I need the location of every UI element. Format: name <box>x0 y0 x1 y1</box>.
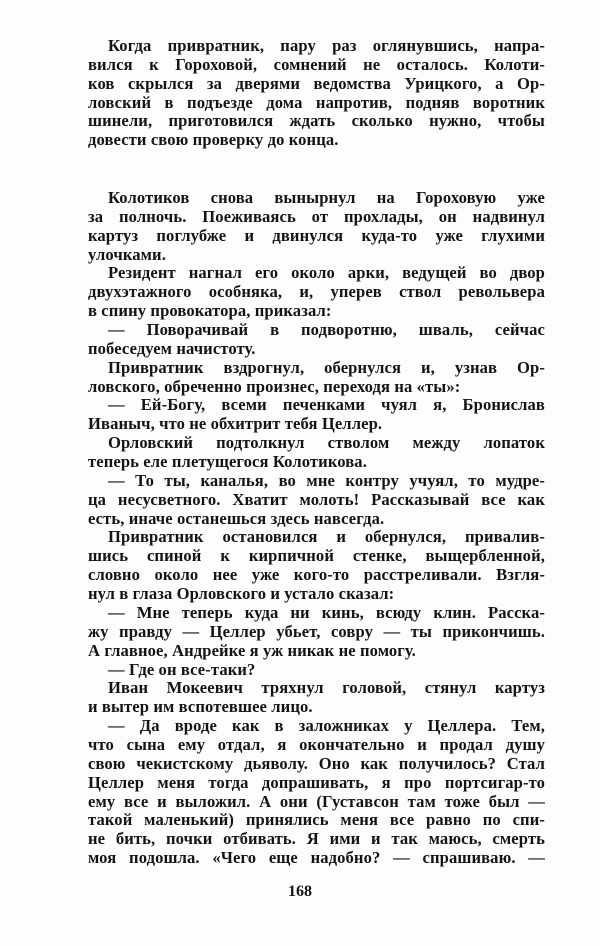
text-line: нул в глаза Орловского и устало сказал: <box>88 584 395 604</box>
text-line: двухэтажного особняка, и, уперев ствол револьвера <box>88 282 545 302</box>
text-line: побеседуем начистоту. <box>88 338 256 358</box>
text-line: довести свою проверку до конца. <box>88 130 339 150</box>
text-line: такой маленький) принялись меня все равно по спи- <box>88 810 545 830</box>
text-line: жу правду — Целлер убьет, совру — ты прикончишь. <box>88 621 545 641</box>
text-line: не бить, почки отбивать. Я ими и так маюсь, смерть <box>88 829 545 849</box>
text-line: Резидент нагнал его около арки, ведущей во двор <box>108 263 545 283</box>
text-line: — Поворачивай в подворотню, шваль, сейчас <box>108 320 545 340</box>
text-line: что сына ему отдал, я окончательно и продал душу <box>88 734 545 754</box>
text-line: шинели, приготовился ждать сколько нужно, чтобы <box>88 111 545 131</box>
text-line: Когда привратник, пару раз оглянувшись, напра- <box>108 36 545 55</box>
text-line: свою чекистскому дьяволу. Оно как получилось? Стал <box>88 753 545 773</box>
text-line: — Где он все-таки? <box>108 659 256 679</box>
text-line: ему все и выложил. А они (Густавсон там тоже был — <box>88 791 545 811</box>
text-line: шись спиной к кирпичной стенке, выщербленной, <box>88 546 545 566</box>
text-line: за полночь. Поеживаясь от прохлады, он надвинул <box>88 206 545 226</box>
text-line: — Ей-Богу, всеми печенками чуял я, Бронислав <box>108 395 545 415</box>
text-line: словно около нее уже кого-то расстреливали. Взгля- <box>88 565 545 585</box>
text-line: в спину провокатора, приказал: <box>88 301 332 321</box>
text-line: — Мне теперь куда ни кинь, всюду клин. Расска- <box>108 602 545 622</box>
text-line: — То ты, каналья, во мне контру учуял, то мудре- <box>108 470 545 490</box>
text-line: ца несусветного. Хватит молоть! Рассказывай все как <box>88 489 545 509</box>
text-line: ков скрылся за дверями ведомства Урицкого, а Ор- <box>88 73 545 93</box>
text-line: Иван Мокеевич тряхнул головой, стянул картуз <box>108 678 545 698</box>
text-line: картуз поглубже и двинулся куда-то уже глухими <box>88 225 545 245</box>
text-line: теперь еле плетущегося Колотикова. <box>88 452 367 472</box>
text-line: и вытер им вспотевшее лицо. <box>88 697 313 717</box>
text-line: моя подошла. «Чего еще надобно? — спрашиваю. — <box>88 848 545 868</box>
text-line: Иваныч, что не обхитрит тебя Целлер. <box>88 414 383 434</box>
text-line: есть, иначе останешься здесь навсегда. <box>88 508 385 528</box>
text-line: ловского, обреченно произнес, переходя на «ты»: <box>88 376 461 396</box>
page-number: 168 <box>288 883 312 900</box>
text-line: улочками. <box>88 244 166 264</box>
text-line: Орловский подтолкнул стволом между лопаток <box>108 433 545 453</box>
text-line: Привратник остановился и обернулся, привалив- <box>108 527 545 547</box>
text-line: А главное, Андрейке я уж никак не помогу. <box>88 640 416 660</box>
text-line: Целлер меня тогда допрашивать, я про портсигар-то <box>88 772 545 792</box>
text-line: вился к Гороховой, сомнений не осталось. Колоти- <box>88 54 545 74</box>
text-line: Привратник вздрогнул, обернулся и, узнав Ор- <box>108 357 545 377</box>
text-line: Колотиков снова вынырнул на Гороховую уже <box>108 188 545 207</box>
text-line: — Да вроде как в заложниках у Целлера. Тем, <box>108 716 545 736</box>
text-line: ловский в подъезде дома напротив, подняв воротник <box>88 92 545 112</box>
